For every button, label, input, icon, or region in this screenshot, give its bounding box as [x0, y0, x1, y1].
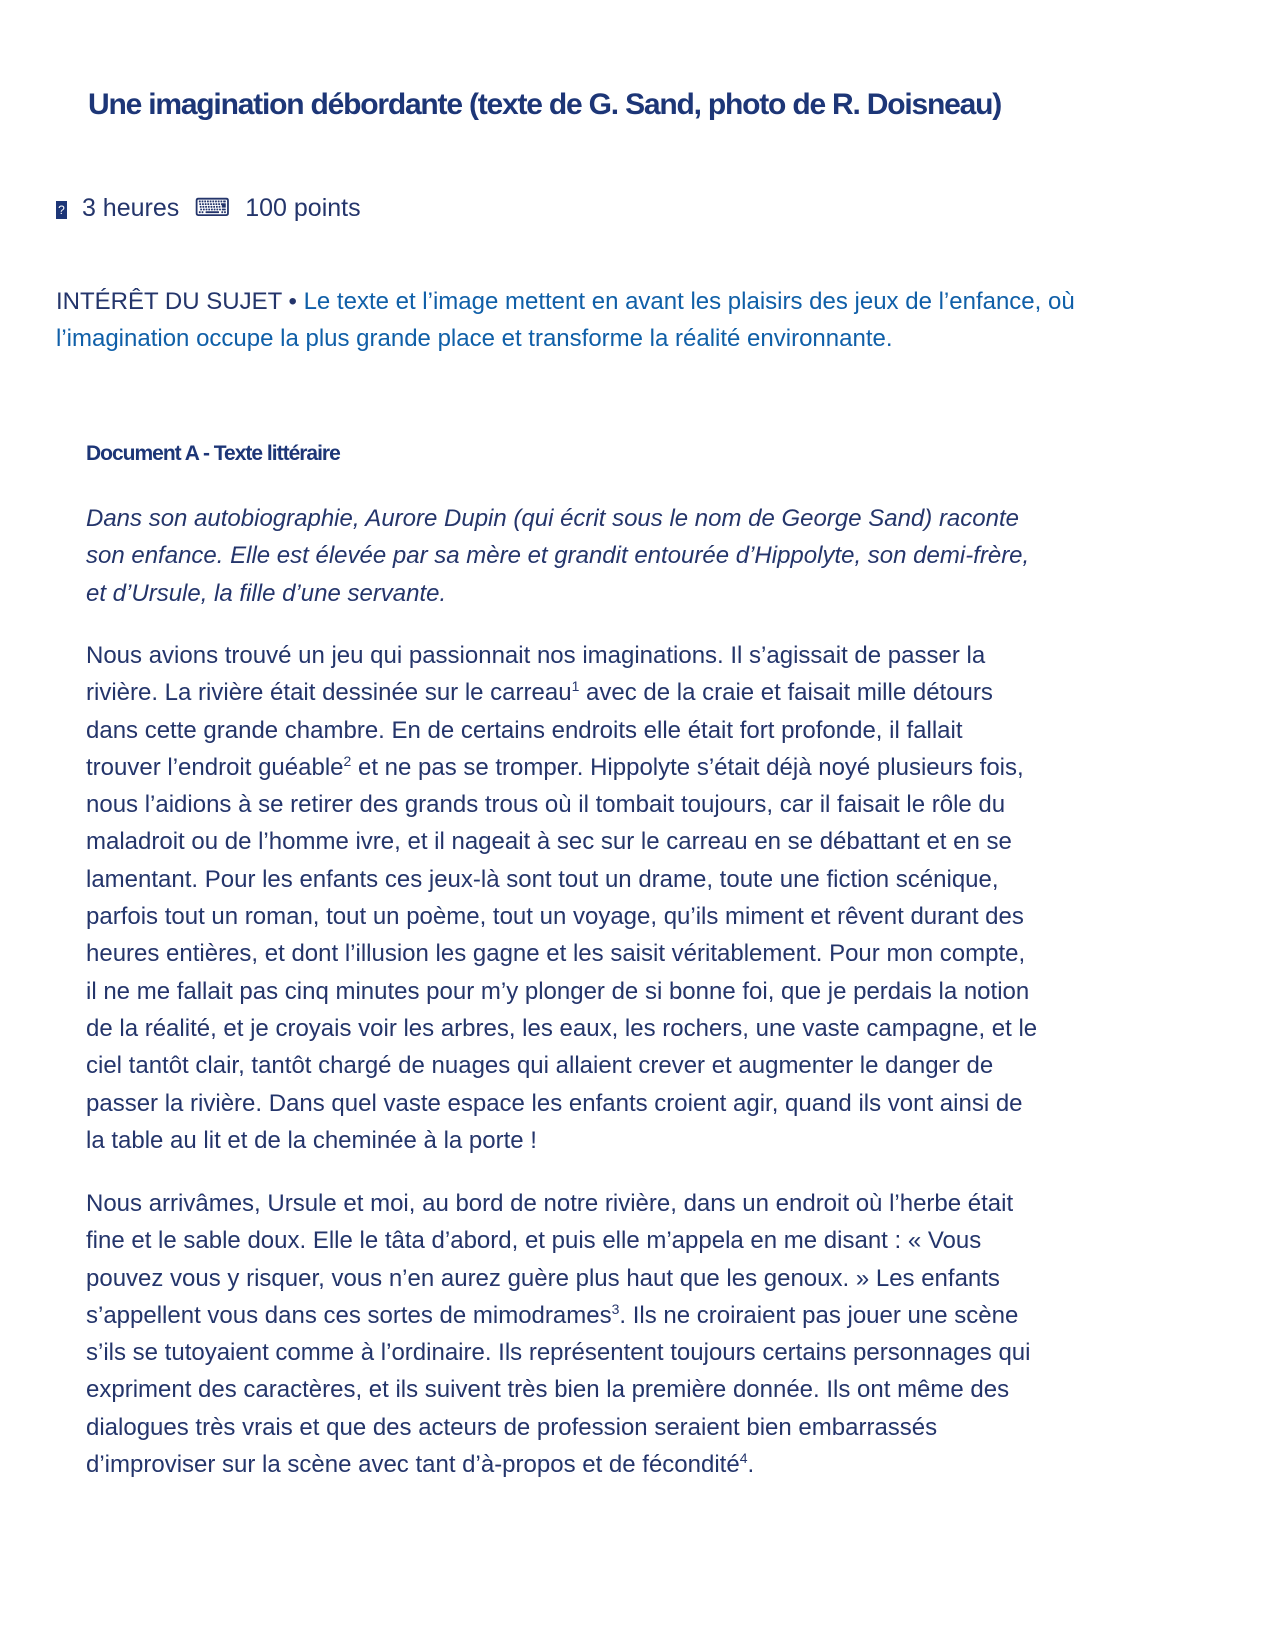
text-line [86, 1122, 1037, 1159]
footnote-ref: 3 [611, 1300, 620, 1317]
text-segment: Nous avions trouvé un jeu qui passionnait nos imaginations. Il s’agissait de passer la [86, 642, 986, 669]
text-line [86, 637, 1037, 674]
text-line [86, 1334, 1030, 1371]
text-segment: il ne me fallait pas cinq minutes pour m’y plonger de si bonne foi, que je perdais la notion [86, 977, 1030, 1005]
text-line [86, 674, 1037, 711]
text-line [86, 1010, 1037, 1047]
text-segment: d’improviser sur la scène avec tant d’à-propos et de fécondité [86, 1451, 740, 1479]
text-line [86, 1222, 1030, 1259]
text-segment: expriment des caractères, et ils suivent très bien la première donnée. Ils ont même des [86, 1376, 1010, 1404]
text-segment: pouvez vous y risquer, vous n’en aurez guère plus haut que les genoux. » Les enfants [86, 1264, 1000, 1292]
footnote-ref: 2 [343, 752, 352, 769]
interest-label: INTÉRÊT DU SUJET • [56, 288, 297, 315]
text-segment: la table au lit et de la cheminée à la porte ! [86, 1126, 537, 1154]
text-line [86, 712, 1037, 749]
points: 100 points [245, 194, 361, 222]
text-line [86, 786, 1037, 823]
text-line [86, 973, 1037, 1010]
text-segment: s’appellent vous dans ces sortes de mimodrames [86, 1301, 612, 1329]
text-segment: Nous arrivâmes, Ursule et moi, au bord de notre rivière, dans un endroit où l’herbe était [86, 1190, 1014, 1217]
exam-meta [56, 193, 369, 223]
document-heading: Document A - Texte littéraire [86, 442, 340, 465]
text-segment: ciel tantôt clair, tantôt chargé de nuages qui allaient crever et augmenter le danger de [86, 1052, 994, 1080]
text-segment: . Ils ne croiraient pas jouer une scène [619, 1301, 1019, 1329]
text-segment: passer la rivière. Dans quel vaste espace les enfants croient agir, quand ils vont ainsi de [86, 1089, 1023, 1117]
interest-text-2: l’imagination occupe la plus grande place et transforme la réalité environnante. [56, 325, 893, 352]
text-line [86, 1446, 1030, 1483]
footnote-ref: 1 [571, 678, 580, 695]
text-line [86, 537, 1029, 574]
body-paragraph-1 [86, 637, 1037, 1159]
text-line [86, 1371, 1030, 1408]
page-title: Une imagination débordante (texte de G. Sand, photo de R. Doisneau) [88, 88, 1002, 121]
text-line [86, 898, 1037, 935]
text-line [86, 575, 1029, 612]
text-line [86, 823, 1037, 860]
text-segment: son enfance. Elle est élevée par sa mère et grandit entourée d’Hippolyte, son demi-frère, [86, 542, 1030, 570]
keyboard-icon: ⌨ [194, 194, 231, 222]
text-segment: dans cette grande chambre. En de certains endroits elle était fort profonde, il fallait [86, 716, 963, 744]
text-line [86, 1047, 1037, 1084]
text-segment: s’ils se tutoyaient comme à l’ordinaire. Ils représentent toujours certains personnages qui [86, 1339, 1031, 1367]
text-segment: de la réalité, et je croyais voir les arbres, les eaux, les rochers, une vaste campagne, et le [86, 1014, 1038, 1042]
text-line [86, 1260, 1030, 1297]
text-segment: lamentant. Pour les enfants ces jeux-là sont tout un drame, toute une fiction scénique, [86, 865, 999, 893]
text-segment: et d’Ursule, la fille d’une servante. [86, 579, 447, 607]
text-segment: rivière. La rivière était dessinée sur le carreau [86, 679, 572, 707]
clock-icon: ? [56, 201, 67, 219]
text-line [86, 1409, 1030, 1446]
interest-text: Le texte et l’image mettent en avant les plaisirs des jeux de l’enfance, où [303, 288, 1075, 315]
text-line [86, 1185, 1030, 1222]
text-segment: parfois tout un roman, tout un poème, tout un voyage, qu’ils miment et rêvent durant des [86, 903, 1024, 931]
text-segment: maladroit ou de l’homme ivre, et il nageait à sec sur le carreau en se débattant et en se [86, 828, 1012, 856]
text-line [86, 935, 1037, 972]
subject-interest [56, 283, 1206, 357]
text-segment: Dans son autobiographie, Aurore Dupin (qui écrit sous le nom de George Sand) raconte [86, 505, 1019, 532]
footnote-ref: 4 [739, 1450, 748, 1467]
text-segment: et ne pas se tromper. Hippolyte s’était déjà noyé plusieurs fois, [351, 753, 1024, 781]
text-segment: heures entières, et dont l’illusion les gagne et les saisit véritablement. Pour mon compte, [86, 940, 1026, 968]
text-segment: nous l’aidions à se retirer des grands trous où il tombait toujours, car il faisait le rôle du [86, 791, 1006, 819]
text-segment: dialogues très vrais et que des acteurs de profession seraient bien embarrassés [86, 1413, 938, 1441]
intro-paragraph [86, 500, 1029, 612]
text-line [86, 500, 1029, 537]
text-segment: trouver l’endroit guéable [86, 753, 344, 781]
text-line [86, 1297, 1030, 1334]
text-segment: . [747, 1451, 755, 1479]
text-segment: fine et le sable doux. Elle le tâta d’abord, et puis elle m’appela en me disant : « Vous [86, 1227, 982, 1255]
duration: 3 heures [81, 194, 180, 222]
text-line [86, 749, 1037, 786]
text-line [86, 861, 1037, 898]
text-line [86, 1085, 1037, 1122]
body-paragraph-2 [86, 1185, 1030, 1483]
text-segment: avec de la craie et faisait mille détours [579, 679, 993, 707]
